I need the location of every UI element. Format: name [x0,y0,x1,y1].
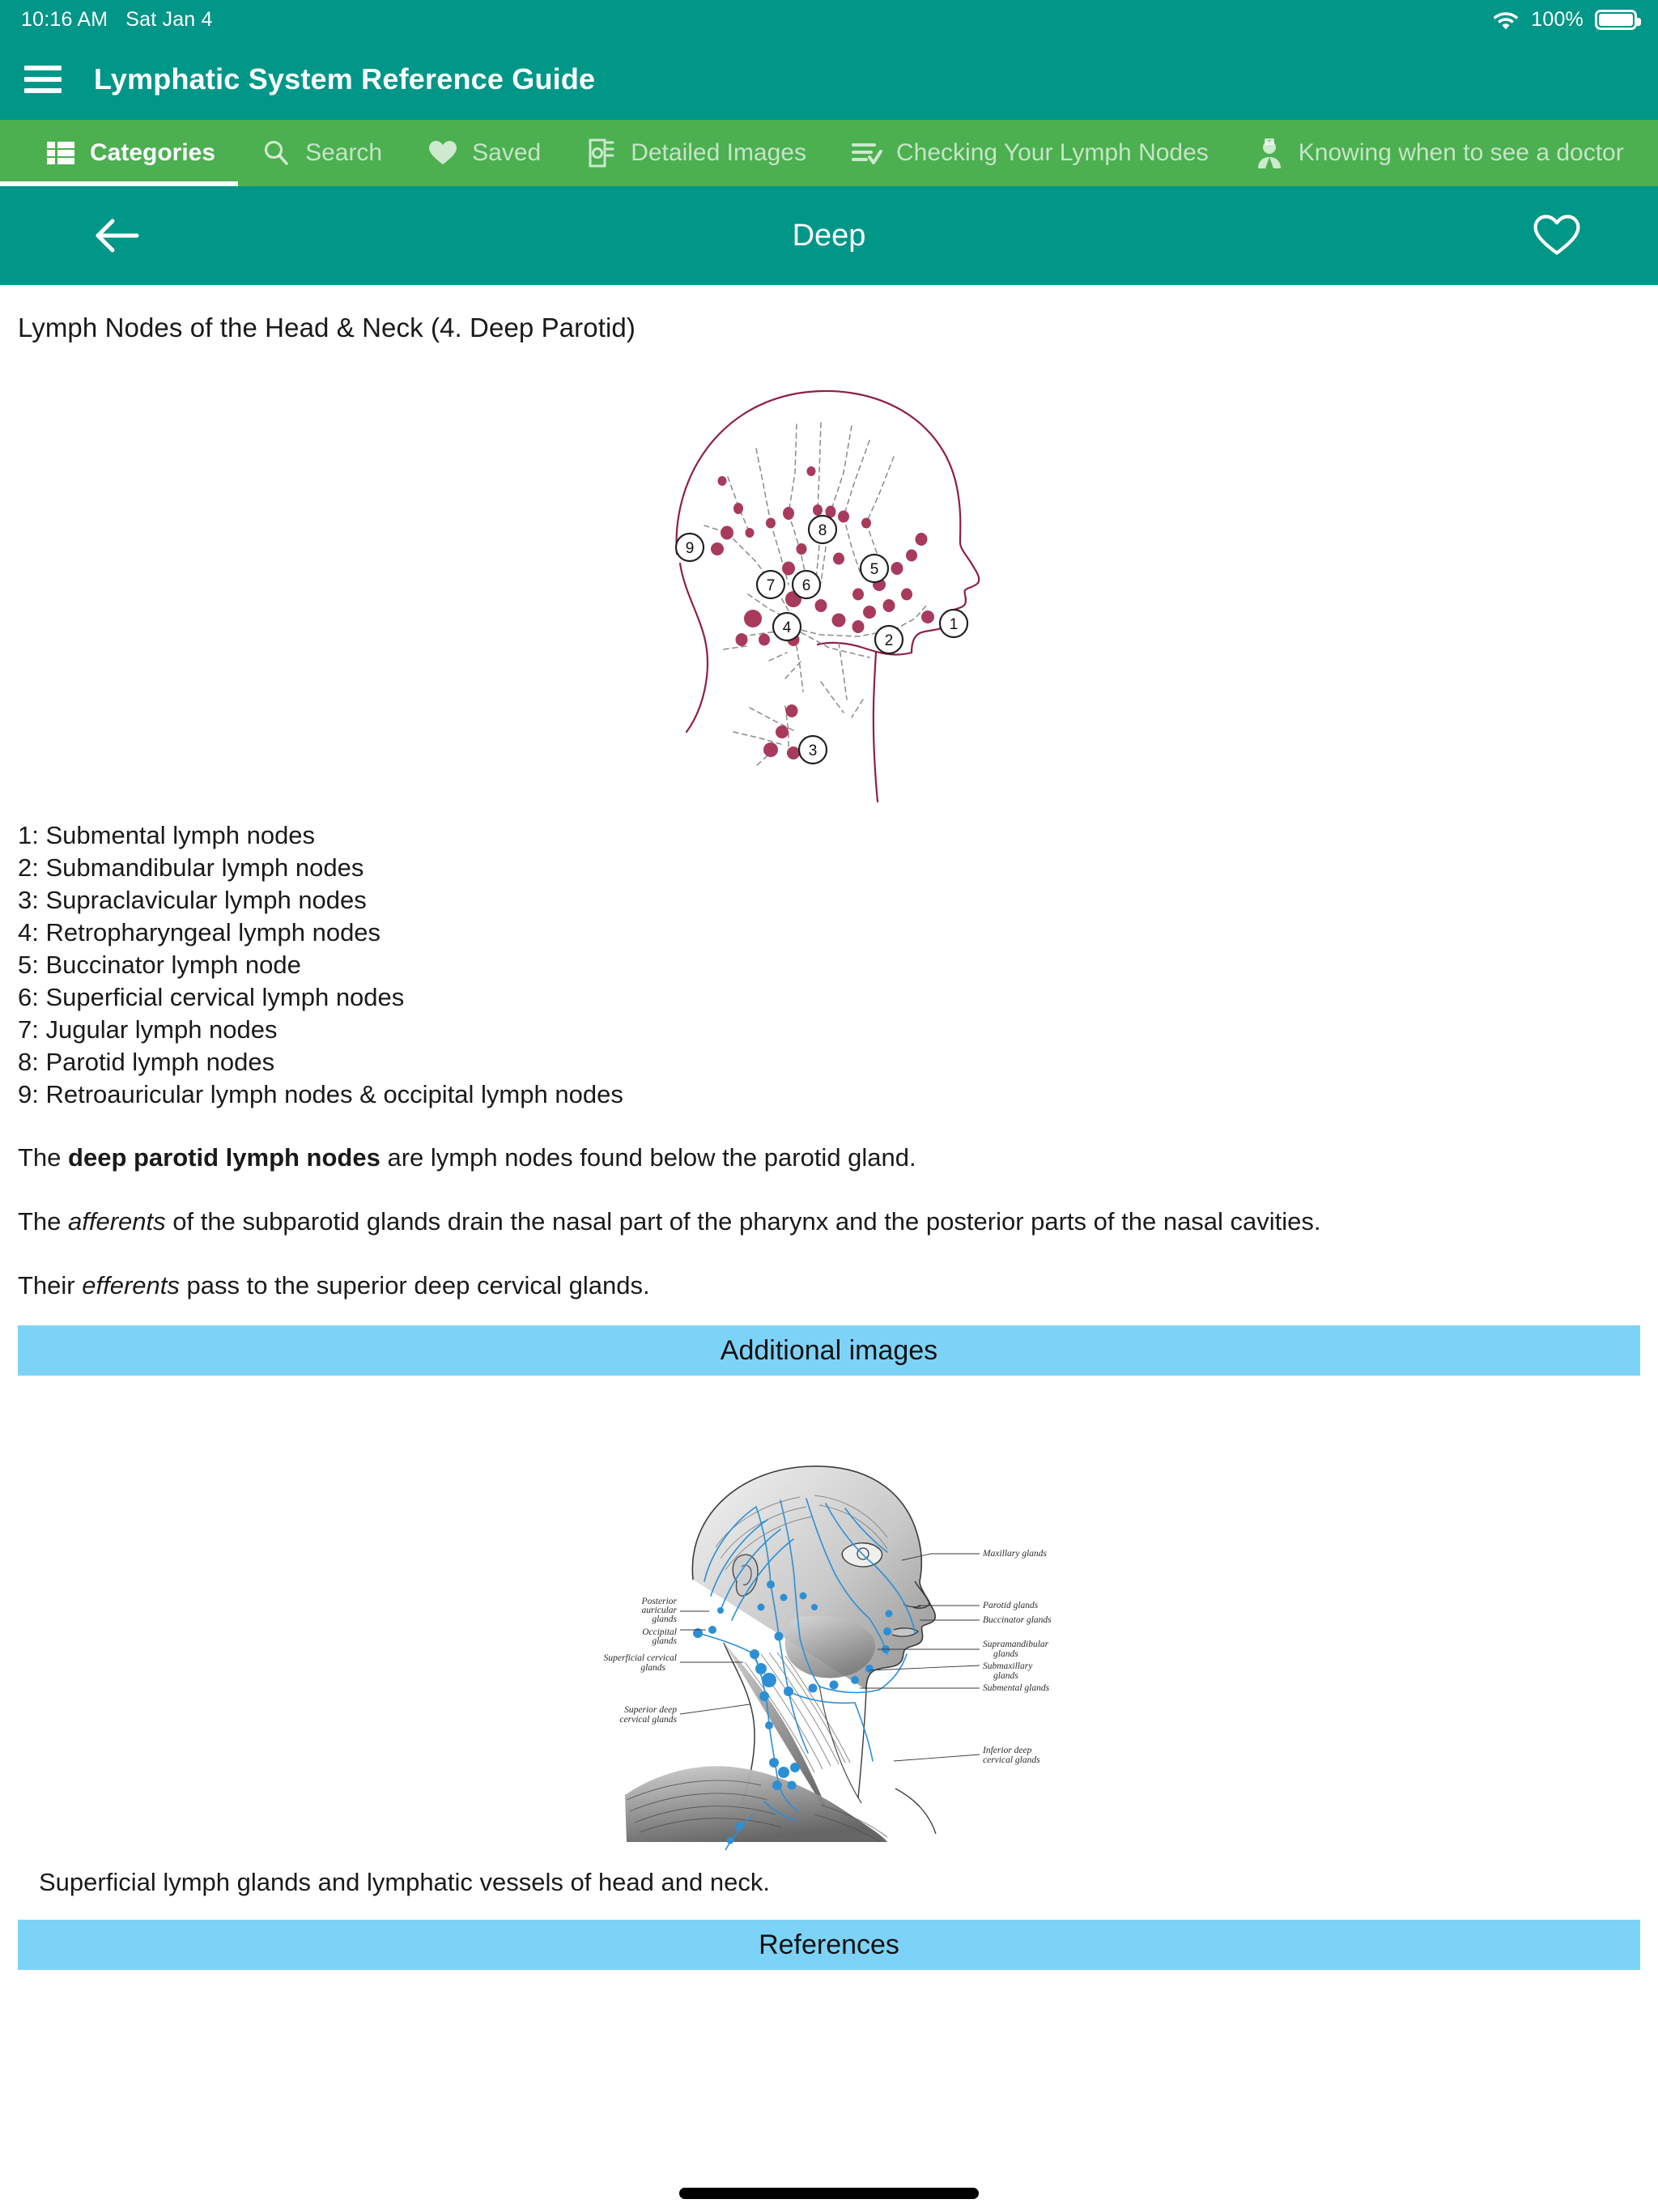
tab-bar [0,120,1658,186]
legend-item: 3: Supraclavicular lymph nodes [18,886,367,914]
legend-item: 7: Jugular lymph nodes [18,1015,278,1044]
battery-icon [1595,10,1637,30]
diagram-marker-9 [676,534,704,561]
tab-detailed-images-label: Detailed Images [631,139,806,166]
legend-item: 9: Retroauricular lymph nodes & occipital lymph nodes [18,1080,623,1108]
diagram-marker-5 [861,555,888,582]
paragraph-afferents [0,1205,1658,1239]
svg-text:9: 9 [685,540,695,557]
lymph-node-legend-list [0,805,1658,1111]
checklist-icon [852,138,882,168]
svg-text:3: 3 [808,742,818,759]
app-title: Lymphatic System Reference Guide [94,62,596,96]
paragraph-efferents [0,1269,1658,1303]
head-neck-lymph-node-diagram[interactable] [0,343,1658,805]
engraving-label-superficial-cervical: Superficial cervical [603,1653,677,1663]
search-icon [261,138,291,168]
svg-text:8: 8 [818,522,827,539]
heart-outline-icon[interactable] [1530,209,1584,262]
legend-item: 6: Superficial cervical lymph nodes [18,983,405,1011]
back-arrow-icon[interactable] [91,209,144,262]
tab-search[interactable] [238,120,405,186]
paragraph-efferents-post: pass to the superior deep cervical glands. [179,1271,650,1300]
diagram-marker-6 [793,571,820,598]
status-bar [0,0,1658,39]
battery-percent: 100% [1531,7,1584,31]
paragraph-definition-post: are lymph nodes found below the parotid gland. [380,1143,916,1172]
paragraph-efferents-italic: efferents [82,1271,180,1300]
engraving-label-buccinator: Buccinator glands [983,1615,1052,1625]
engraving-label-occipital: Occipital [642,1627,677,1637]
engraving-label-parotid: Parotid glands [983,1601,1039,1610]
section-title: Lymph Nodes of the Head & Neck (4. Deep Parotid) [18,313,636,342]
engraving-label-posterior-auricular-2: auricular [641,1606,677,1615]
tab-saved[interactable] [405,120,563,186]
extra-image-caption: Superficial lymph glands and lymphatic vessels of head and neck. [39,1868,770,1896]
engraving-label-posterior-auricular-3: glands [652,1614,677,1624]
legend-item: 8: Parotid lymph nodes [18,1048,275,1076]
legend-item: 4: Retropharyngeal lymph nodes [18,918,381,946]
status-date: Sat Jan 4 [125,7,213,31]
tab-checking-lymph-nodes[interactable] [829,120,1231,186]
legend-item: 2: Submandibular lymph nodes [18,853,364,882]
svg-text:6: 6 [801,577,811,594]
engraving-label-submaxillary-2: glands [993,1671,1018,1681]
hamburger-menu-icon[interactable] [24,66,62,93]
svg-text:7: 7 [766,577,776,594]
tab-see-a-doctor-label: Knowing when to see a doctor [1298,139,1624,166]
diagram-marker-4 [773,613,801,640]
content-area [0,285,1658,1970]
paragraph-definition [0,1141,1658,1175]
diagram-marker-1 [940,610,967,637]
tab-detailed-images[interactable] [563,120,829,186]
grays-anatomy-superficial-lymph-glands-plate[interactable] [0,1376,1658,1850]
references-banner[interactable]: References [18,1920,1640,1970]
doctor-icon [1254,138,1285,168]
home-indicator [679,2188,979,2199]
engraving-label-superior-deep: Superior deep [624,1705,677,1715]
legend-item: 1: Submental lymph nodes [18,821,316,849]
engraving-label-submaxillary: Submaxillary [983,1661,1033,1671]
paragraph-efferents-pre: Their [18,1271,83,1300]
tab-see-a-doctor[interactable] [1231,120,1647,186]
engraving-label-inferior-deep: Inferior deep [983,1746,1032,1755]
paragraph-afferents-post: of the subparotid glands drain the nasal part of the pharynx and the posterior parts of the nasal cavities. [165,1207,1321,1236]
diagram-marker-7 [757,571,784,598]
status-time: 10:16 AM [21,7,108,31]
paragraph-definition-bold: deep parotid lymph nodes [68,1143,380,1172]
heart-filled-icon [427,138,458,168]
wifi-icon [1492,9,1520,30]
svg-text:1: 1 [949,616,959,633]
engraving-label-supramandibular-2: glands [993,1649,1018,1659]
engraving-label-supramandibular: Supramandibular [983,1640,1049,1649]
tab-categories[interactable] [0,120,238,186]
svg-text:5: 5 [869,561,879,578]
status-bar-left [21,8,213,32]
page-title: Deep [792,218,866,253]
svg-text:2: 2 [884,632,894,649]
engraving-label-inferior-deep-2: cervical glands [983,1755,1040,1765]
svg-text:4: 4 [782,619,792,636]
page-sub-header [0,186,1658,285]
list-view-icon [45,138,76,168]
status-bar-right [1492,8,1637,32]
engraving-label-submental: Submental glands [983,1683,1050,1693]
diagram-marker-3 [799,736,827,764]
tab-checking-lymph-nodes-label: Checking Your Lymph Nodes [896,139,1209,166]
engraving-label-maxillary: Maxillary glands [983,1549,1047,1559]
additional-images-banner[interactable]: Additional images [18,1325,1640,1376]
tab-categories-label: Categories [90,139,216,166]
engraving-label-superficial-cervical-2: glands [640,1663,665,1673]
paragraph-afferents-italic: afferents [68,1207,166,1236]
image-document-icon [586,138,617,168]
tab-saved-label: Saved [472,139,542,166]
engraving-label-superior-deep-2: cervical glands [619,1715,677,1725]
diagram-marker-2 [875,626,903,653]
engraving-label-occipital-2: glands [652,1636,677,1646]
app-bar [0,39,1658,120]
diagram-marker-8 [809,516,836,543]
paragraph-definition-pre: The [18,1143,69,1172]
tab-search-label: Search [305,139,383,166]
legend-item: 5: Buccinator lymph node [18,951,301,979]
paragraph-afferents-pre: The [18,1207,69,1236]
engraving-label-posterior-auricular: Posterior [641,1597,677,1606]
